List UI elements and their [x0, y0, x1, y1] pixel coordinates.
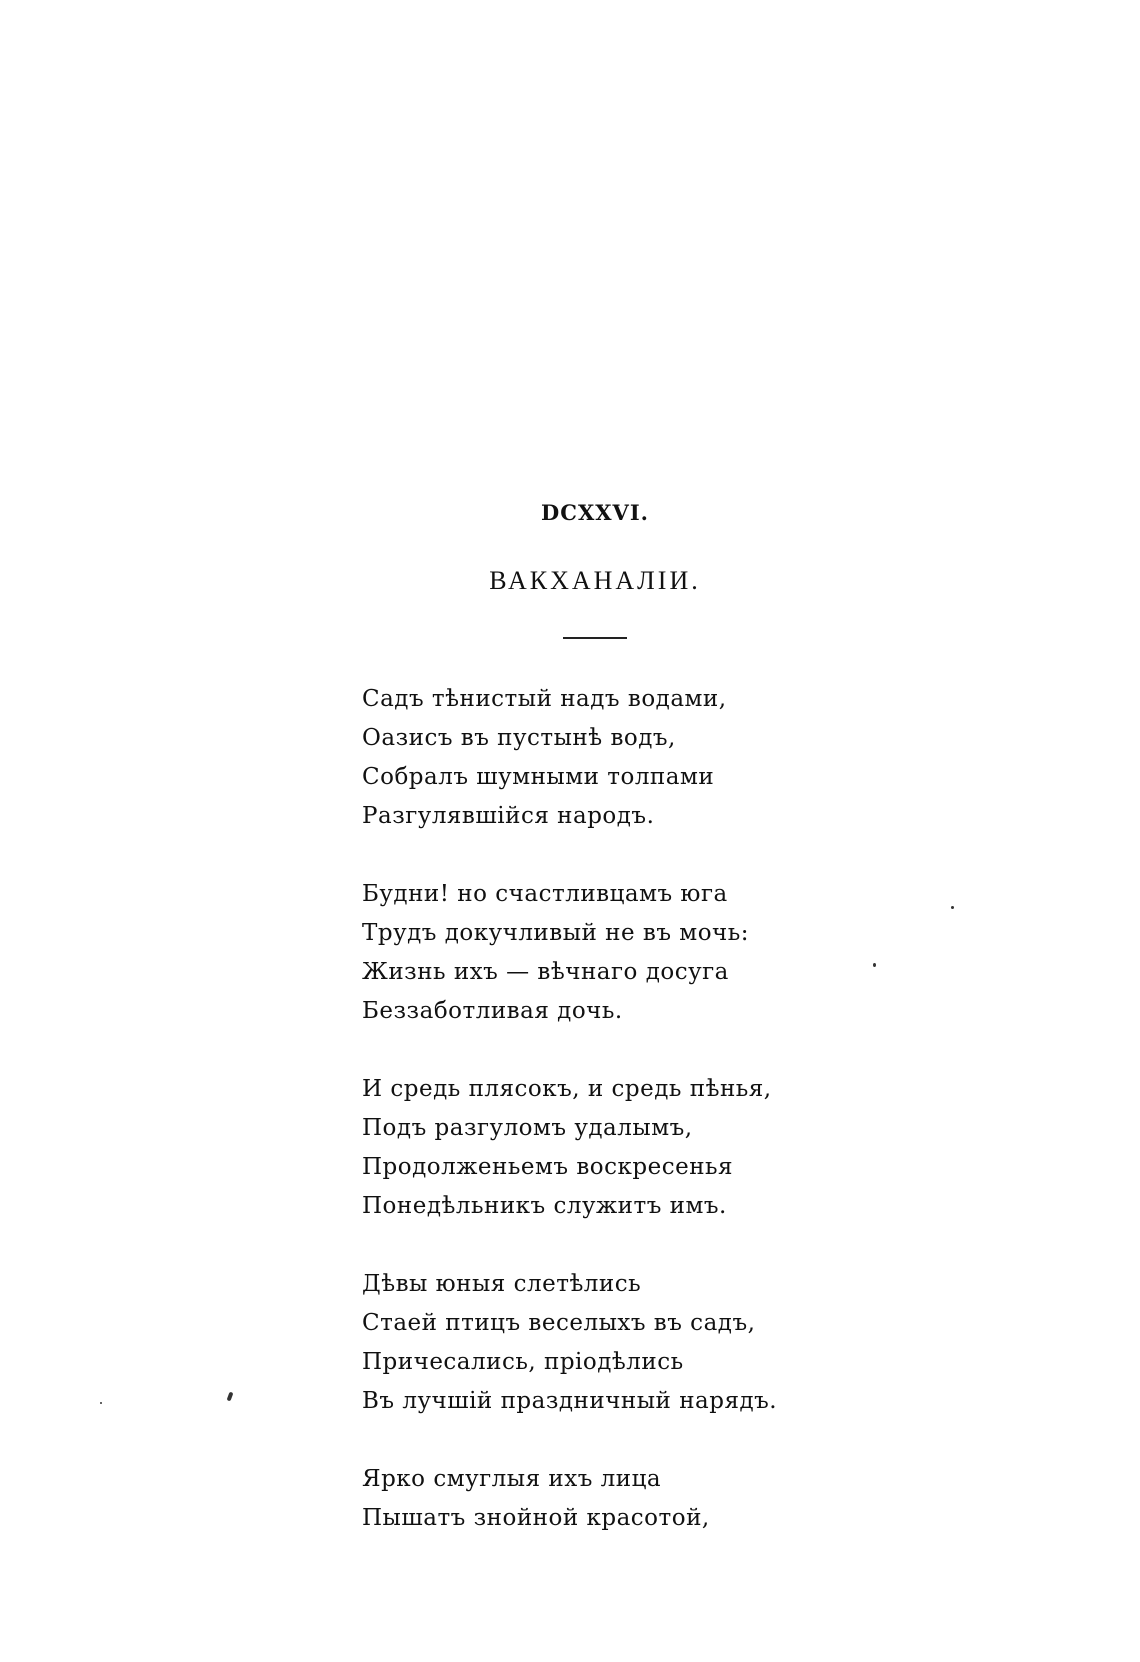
verse-line: Разгулявшійся народъ. [362, 803, 655, 829]
stanza [362, 875, 922, 1031]
stanza [362, 680, 922, 836]
poem-number: DCXXVI. [541, 500, 649, 525]
verse-line: Продолженьемъ воскресенья [362, 1154, 734, 1180]
verse-line: Пышатъ знойной красотой, [362, 1505, 710, 1531]
poem-title: ВАКХАНАЛІИ. [489, 566, 701, 595]
verse-line: Будни! но счастливцамъ юга [362, 881, 728, 907]
scan-speck [873, 963, 876, 967]
verse-line: Ярко смуглыя ихъ лица [362, 1466, 662, 1492]
verse-line: Стаей птицъ веселыхъ въ садъ, [362, 1310, 756, 1336]
scan-speck [100, 1402, 102, 1404]
poem-body [362, 680, 922, 1577]
title-divider [563, 637, 627, 639]
verse-line: Собралъ шумными толпами [362, 764, 715, 790]
stanza [362, 1460, 922, 1538]
verse-line: Садъ тѣнистый надъ водами, [362, 686, 727, 712]
verse-line: Въ лучшій праздничный нарядъ. [362, 1388, 778, 1414]
scan-speck [227, 1392, 234, 1402]
verse-line: Трудъ докучливый не въ мочь: [362, 920, 750, 946]
verse-line: Понедѣльникъ служитъ имъ. [362, 1193, 727, 1219]
stanza [362, 1265, 922, 1421]
verse-line: Подъ разгуломъ удалымъ, [362, 1115, 693, 1141]
stanza [362, 1070, 922, 1226]
verse-line: Жизнь ихъ — вѣчнаго досуга [362, 959, 729, 985]
verse-line: Дѣвы юныя слетѣлись [362, 1271, 642, 1297]
verse-line: И средь плясокъ, и средь пѣнья, [362, 1076, 772, 1102]
verse-line: Причесались, пріодѣлись [362, 1349, 684, 1375]
verse-line: Оазисъ въ пустынѣ водъ, [362, 725, 676, 751]
verse-line: Беззаботливая дочь. [362, 998, 623, 1024]
scan-speck [951, 906, 954, 909]
